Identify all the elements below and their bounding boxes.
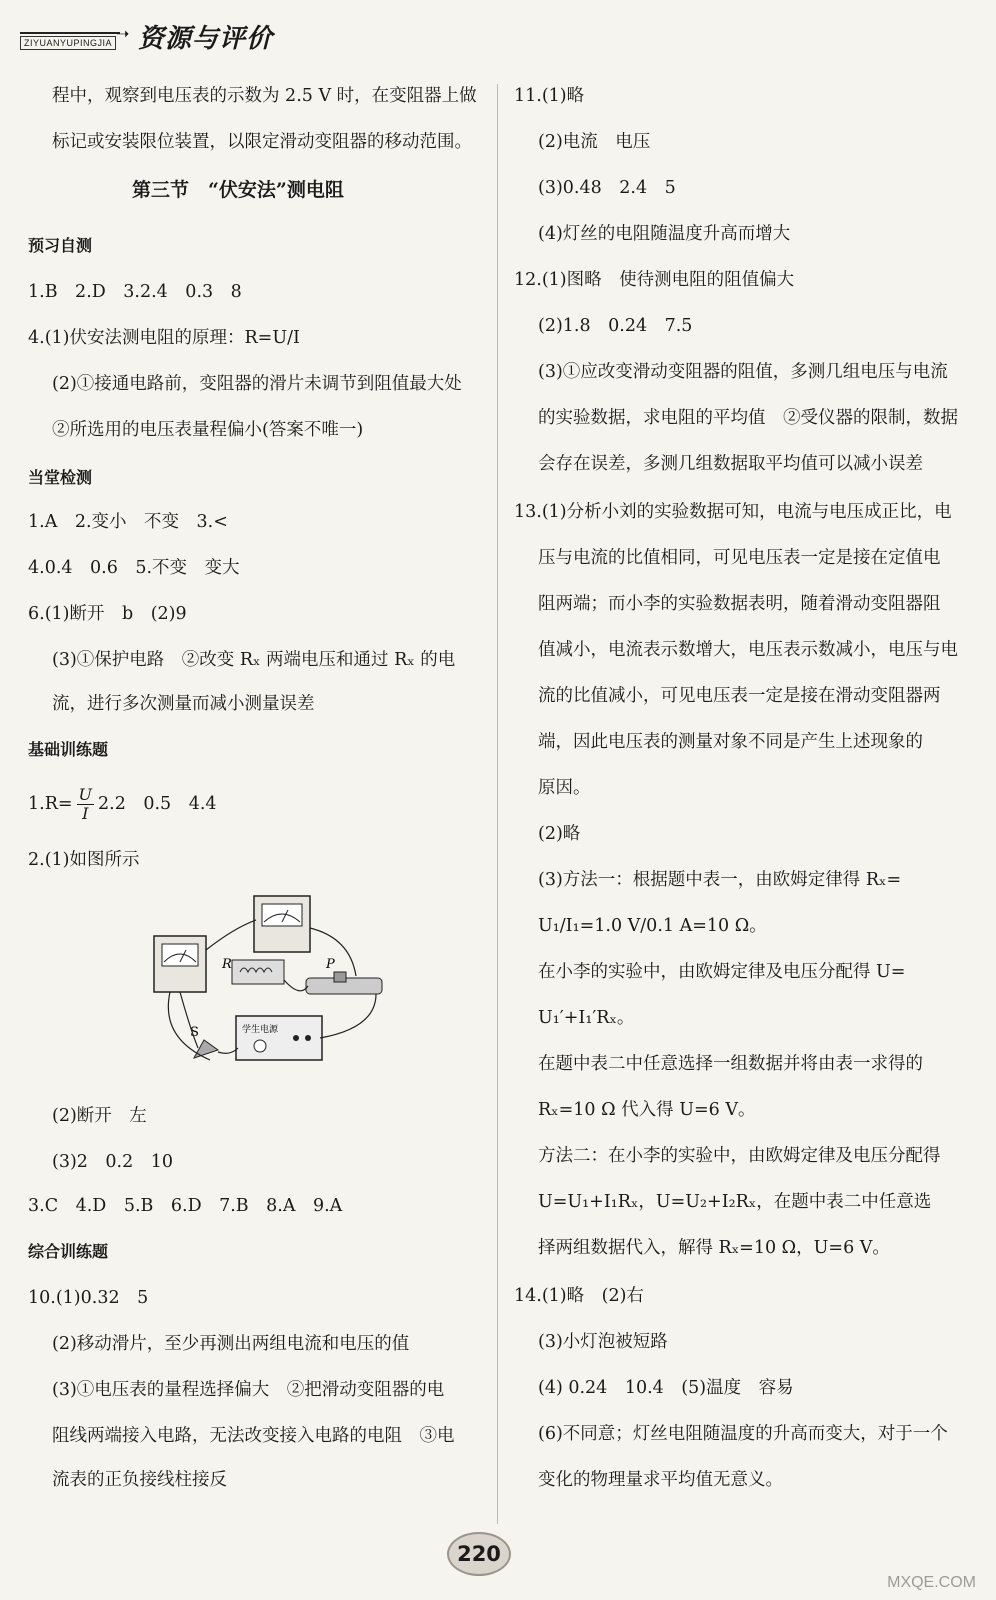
rheostat-slider <box>334 972 346 982</box>
text-line: (3)①电压表的量程选择偏大 ②把滑动变阻器的电 <box>52 1380 445 1400</box>
power-supply-terminal <box>305 1035 311 1041</box>
text-line: 流表的正负接线柱接反 <box>52 1470 227 1490</box>
resistor-label: R <box>222 957 232 972</box>
text-line: (3)①应改变滑动变阻器的阻值，多测几组电压与电流 <box>538 362 948 382</box>
text-line: 1.B 2.D 3.2.4 0.3 8 <box>28 282 242 302</box>
formula-prefix: 1.R= <box>28 794 73 814</box>
header-pinyin: ZIYUANYUPINGJIA <box>20 36 116 50</box>
subsection-heading: 当堂检测 <box>28 468 93 487</box>
column-divider <box>497 84 498 1524</box>
text-line: 择两组数据代入，解得 Rₓ=10 Ω，U=6 V。 <box>538 1238 890 1258</box>
text-line: 标记或安装限位装置，以限定滑动变阻器的移动范围。 <box>52 132 472 152</box>
formula-values: 2.2 0.5 4.4 <box>98 794 217 814</box>
page-number: 220 <box>447 1532 511 1576</box>
text-line: 6.(1)断开 b (2)9 <box>28 604 187 624</box>
text-line: 流的比值减小，可见电压表一定是接在滑动变阻器两 <box>538 686 941 706</box>
text-line: 3.C 4.D 5.B 6.D 7.B 8.A 9.A <box>28 1196 343 1216</box>
fraction-numerator: U <box>78 785 93 804</box>
subsection-heading: 基础训练题 <box>28 740 109 759</box>
text-line: (6)不同意；灯丝电阻随温度的升高而变大，对于一个 <box>538 1424 948 1444</box>
text-line: 压与电流的比值相同，可见电压表一定是接在定值电 <box>538 548 941 568</box>
text-line: (3)2 0.2 10 <box>52 1152 174 1172</box>
subsection-heading: 综合训练题 <box>28 1242 109 1261</box>
text-line: 值减小，电流表示数增大，电压表示数减小，电压与电 <box>538 640 958 660</box>
voltmeter-dial <box>262 904 302 926</box>
header-rule <box>20 32 120 34</box>
page-header <box>18 14 338 58</box>
text-line: U₁/I₁=1.0 V/0.1 A=10 Ω。 <box>538 916 767 936</box>
text-line: 会存在误差，多测几组数据取平均值可以减小误差 <box>538 454 923 474</box>
text-line: 2.(1)如图所示 <box>28 850 140 870</box>
text-line: 14.(1)略 (2)右 <box>514 1286 644 1306</box>
watermark-logo: MXQE.COM <box>887 1574 976 1591</box>
text-line: (3)0.48 2.4 5 <box>538 178 676 198</box>
subsection-heading: 预习自测 <box>28 236 93 255</box>
text-line: (3)小灯泡被短路 <box>538 1332 668 1352</box>
text-line: 在题中表二中任意选择一组数据并将由表一求得的 <box>538 1054 923 1074</box>
text-line: (2)①接通电路前，变阻器的滑片未调节到阻值最大处 <box>52 374 462 394</box>
text-line: 11.(1)略 <box>514 86 585 106</box>
circuit-diagram <box>150 888 390 1068</box>
text-line: (2)略 <box>538 824 581 844</box>
switch-icon <box>194 1040 218 1058</box>
power-supply-terminal <box>293 1035 299 1041</box>
slider-label: P <box>326 957 335 972</box>
text-line: (4)灯丝的电阻随温度升高而增大 <box>538 224 791 244</box>
text-line: 1.A 2.变小 不变 3.< <box>28 512 228 532</box>
power-supply-label: 学生电源 <box>242 1025 279 1035</box>
text-line: 10.(1)0.32 5 <box>28 1288 149 1308</box>
formula-line <box>28 786 217 823</box>
text-line: (4) 0.24 10.4 (5)温度 容易 <box>538 1378 794 1398</box>
text-line: 在小李的实验中，由欧姆定律及电压分配得 U= <box>538 962 906 982</box>
text-line: Rₓ=10 Ω 代入得 U=6 V。 <box>538 1100 756 1120</box>
switch-label: S <box>190 1025 199 1040</box>
text-line: 阻线两端接入电路，无法改变接入电路的电阻 ③电 <box>52 1426 455 1446</box>
ammeter-dial <box>162 944 198 966</box>
text-line: (2)断开 左 <box>52 1106 147 1126</box>
power-supply-knob <box>254 1040 266 1052</box>
text-line: U₁′+I₁′Rₓ。 <box>538 1008 635 1028</box>
text-line: 程中，观察到电压表的示数为 2.5 V 时，在变阻器上做 <box>52 86 477 106</box>
text-line: 原因。 <box>538 778 591 798</box>
arrow-icon: ➝ <box>116 24 130 43</box>
text-line: U=U₁+I₁Rₓ，U=U₂+I₂Rₓ，在题中表二中任意选 <box>538 1192 932 1212</box>
text-line: (3)①保护电路 ②改变 Rₓ 两端电压和通过 Rₓ 的电 <box>52 650 456 670</box>
text-line: ②所选用的电压表量程偏小(答案不唯一) <box>52 420 364 440</box>
text-line: (2)电流 电压 <box>538 132 651 152</box>
fraction-denominator: I <box>82 804 89 823</box>
text-line: 的实验数据，求电阻的平均值 ②受仪器的限制，数据 <box>538 408 958 428</box>
fraction <box>77 786 94 823</box>
text-line: 方法二：在小李的实验中，由欧姆定律及电压分配得 <box>538 1146 941 1166</box>
text-line: 4.0.4 0.6 5.不变 变大 <box>28 558 240 578</box>
text-line: (3)方法一：根据题中表一，由欧姆定律得 Rₓ= <box>538 870 902 890</box>
text-line: (2)移动滑片，至少再测出两组电流和电压的值 <box>52 1334 410 1354</box>
text-line: 变化的物理量求平均值无意义。 <box>538 1470 783 1490</box>
text-line: 端，因此电压表的测量对象不同是产生上述现象的 <box>538 732 923 752</box>
header-title: 资源与评价 <box>138 24 274 54</box>
text-line: 阻两端；而小李的实验数据表明，随着滑动变阻器阻 <box>538 594 941 614</box>
section-title: 第三节 “伏安法”测电阻 <box>132 179 344 201</box>
text-line: (2)1.8 0.24 7.5 <box>538 316 693 336</box>
resistor-icon <box>232 960 284 984</box>
text-line: 13.(1)分析小刘的实验数据可知，电流与电压成正比，电 <box>514 502 952 522</box>
text-line: 流，进行多次测量而减小测量误差 <box>52 694 315 714</box>
text-line: 12.(1)图略 使待测电阻的阻值偏大 <box>514 270 795 290</box>
text-line: 4.(1)伏安法测电阻的原理：R=U/I <box>28 328 300 348</box>
